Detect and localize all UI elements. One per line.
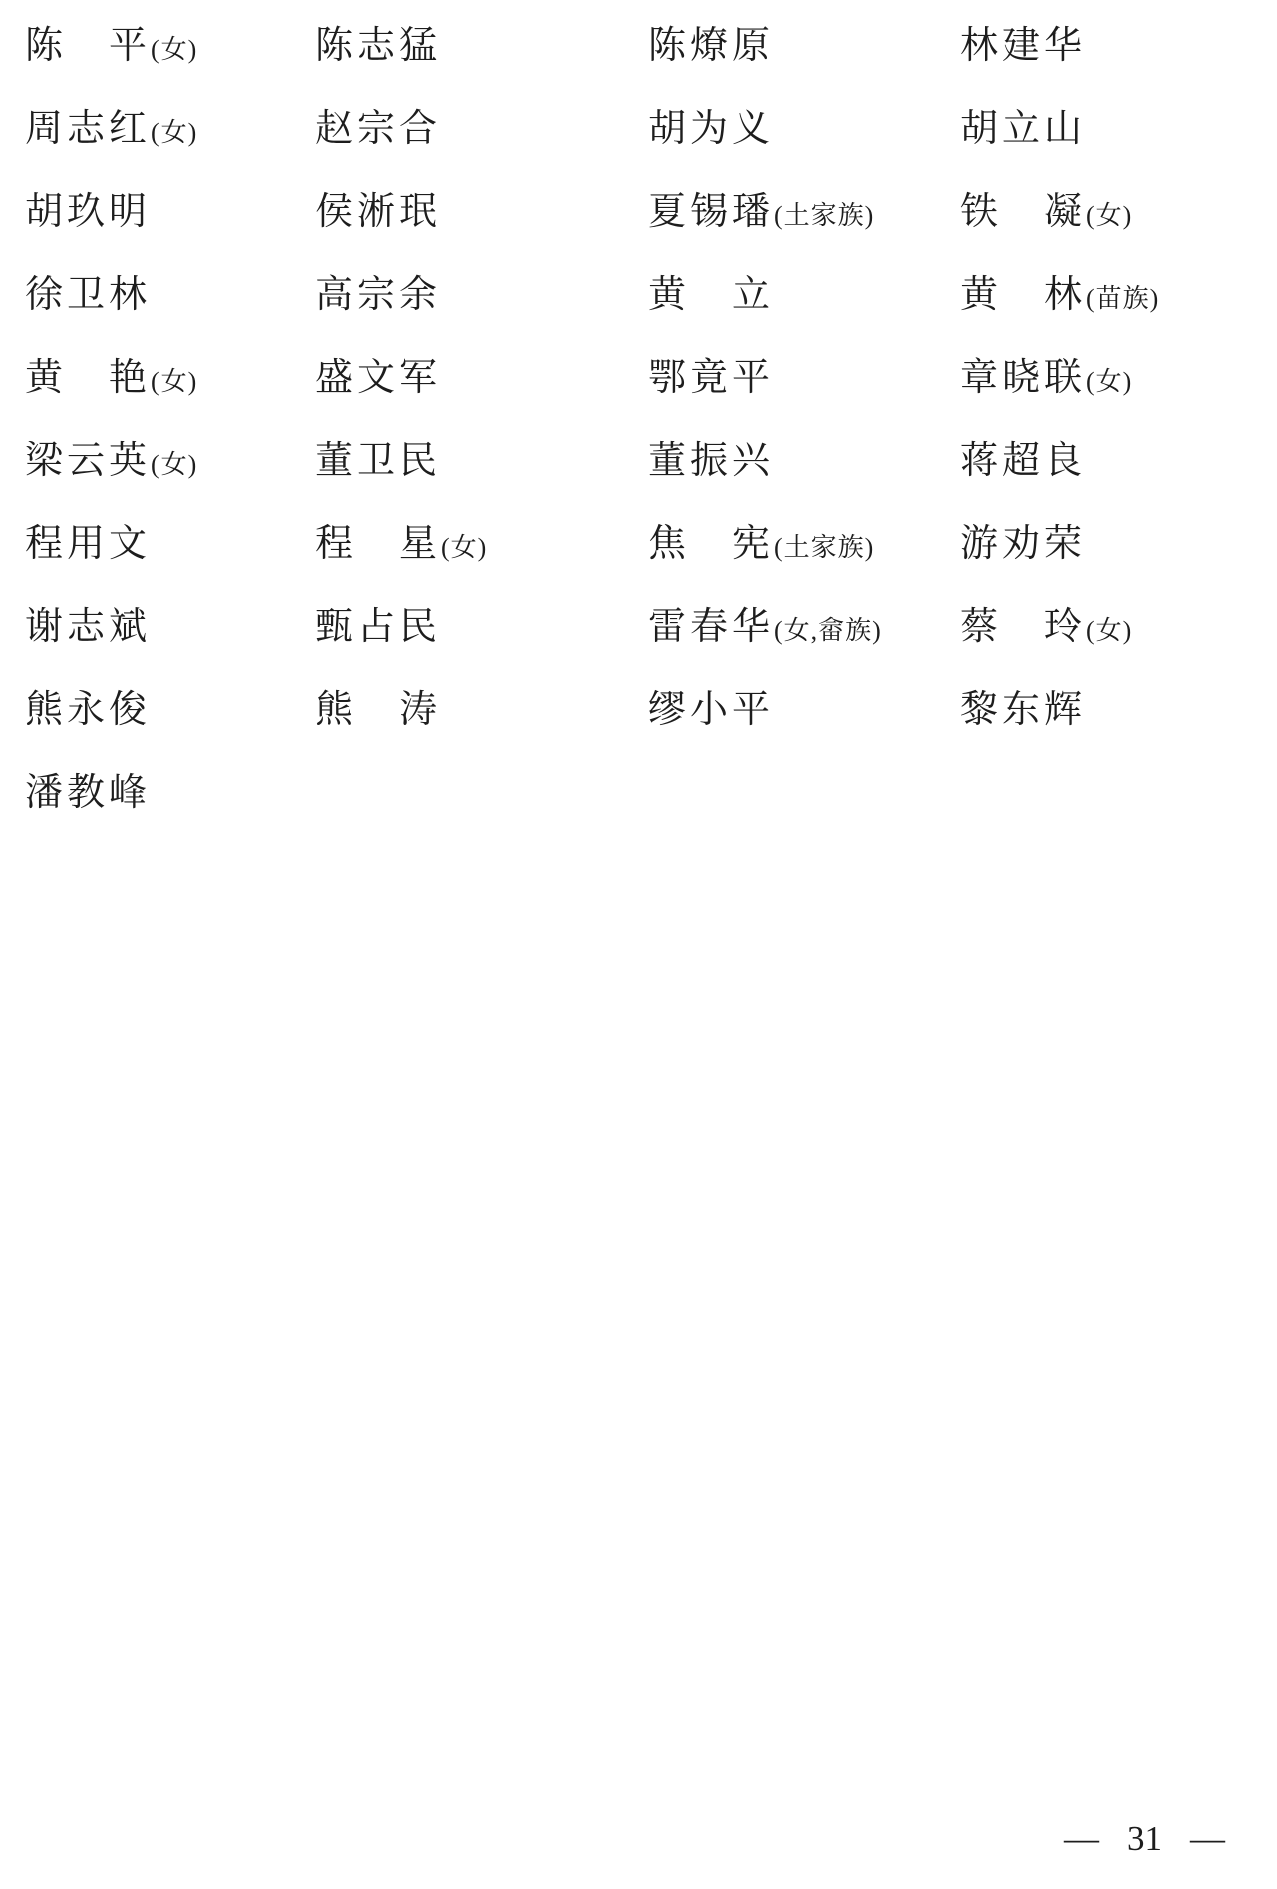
person-name: 陈志猛 (315, 25, 442, 67)
person-name: 熊永俊 (25, 689, 152, 731)
roster-entry (315, 24, 648, 107)
roster-entry (960, 356, 1270, 439)
person-name: 程 星 (315, 523, 442, 565)
person-name: 陈 平 (25, 25, 152, 67)
person-name: 黄 林 (960, 274, 1087, 316)
person-name: 雷春华 (648, 606, 775, 648)
roster-entry (315, 688, 648, 771)
roster-entry (648, 24, 960, 107)
person-name: 徐卫林 (25, 274, 152, 316)
roster-entry (315, 522, 648, 605)
person-name: 鄂竟平 (648, 357, 775, 399)
person-note: (女) (151, 367, 198, 396)
roster-entry (960, 107, 1270, 190)
person-name: 黄 立 (648, 274, 775, 316)
person-name: 程用文 (25, 523, 152, 565)
roster-entry (315, 190, 648, 273)
person-name: 董卫民 (315, 440, 442, 482)
person-note: (女) (1086, 367, 1133, 396)
roster-entry (25, 107, 315, 190)
roster-entry (960, 688, 1270, 771)
roster-entry (648, 771, 960, 854)
person-name: 铁 凝 (960, 191, 1087, 233)
roster-entry (315, 439, 648, 522)
person-name: 蔡 玲 (960, 606, 1087, 648)
person-note: (女) (441, 533, 488, 562)
person-note: (苗族) (1086, 284, 1160, 313)
person-name: 胡立山 (960, 108, 1087, 150)
person-name: 游劝荣 (960, 523, 1087, 565)
roster-entry (315, 771, 648, 854)
person-name: 林建华 (960, 25, 1087, 67)
roster-entry (960, 273, 1270, 356)
person-name: 黄 艳 (25, 357, 152, 399)
roster-entry (648, 190, 960, 273)
person-note: (女) (151, 35, 198, 64)
roster-entry (960, 522, 1270, 605)
person-name: 胡为义 (648, 108, 775, 150)
roster-entry (315, 107, 648, 190)
roster-entry (25, 522, 315, 605)
roster-entry (960, 24, 1270, 107)
person-name: 谢志斌 (25, 606, 152, 648)
person-name: 黎东辉 (960, 689, 1087, 731)
person-name: 潘教峰 (25, 772, 152, 814)
roster-entry (25, 190, 315, 273)
roster-entry (648, 439, 960, 522)
person-name: 高宗余 (315, 274, 442, 316)
footer-dash-right: — (1190, 1819, 1225, 1858)
person-name: 熊 涛 (315, 689, 442, 731)
person-name: 蒋超良 (960, 440, 1087, 482)
roster-entry (648, 273, 960, 356)
person-name: 陈燎原 (648, 25, 775, 67)
roster-entry (648, 356, 960, 439)
roster-entry (648, 107, 960, 190)
person-name: 赵宗合 (315, 108, 442, 150)
roster-entry (960, 771, 1270, 854)
roster-entry (25, 439, 315, 522)
roster-entry (648, 688, 960, 771)
person-name: 胡玖明 (25, 191, 152, 233)
roster-entry (960, 605, 1270, 688)
person-note: (土家族) (774, 533, 875, 562)
person-name: 缪小平 (648, 689, 775, 731)
page-number: 31 (1127, 1819, 1162, 1858)
footer-dash-left: — (1064, 1819, 1099, 1858)
person-note: (女) (1086, 201, 1133, 230)
page-footer (1064, 1819, 1225, 1859)
roster-entry (25, 24, 315, 107)
person-name: 盛文军 (315, 357, 442, 399)
roster-entry (960, 190, 1270, 273)
roster-entry (315, 273, 648, 356)
roster-entry (25, 688, 315, 771)
roster-entry (315, 605, 648, 688)
person-note: (土家族) (774, 201, 875, 230)
person-name: 夏锡璠 (648, 191, 775, 233)
person-note: (女) (151, 450, 198, 479)
roster-entry (648, 522, 960, 605)
person-note: (女,畲族) (774, 616, 882, 645)
roster-entry (25, 605, 315, 688)
roster-entry (315, 356, 648, 439)
person-name: 董振兴 (648, 440, 775, 482)
roster-grid (25, 24, 1270, 854)
roster-entry (25, 356, 315, 439)
roster-entry (25, 273, 315, 356)
person-note: (女) (1086, 616, 1133, 645)
roster-entry (960, 439, 1270, 522)
person-name: 周志红 (25, 108, 152, 150)
roster-entry (25, 771, 315, 854)
person-name: 梁云英 (25, 440, 152, 482)
person-name: 甄占民 (315, 606, 442, 648)
person-name: 侯淅珉 (315, 191, 442, 233)
person-name: 焦 宪 (648, 523, 775, 565)
person-note: (女) (151, 118, 198, 147)
person-name: 章晓联 (960, 357, 1087, 399)
roster-entry (648, 605, 960, 688)
